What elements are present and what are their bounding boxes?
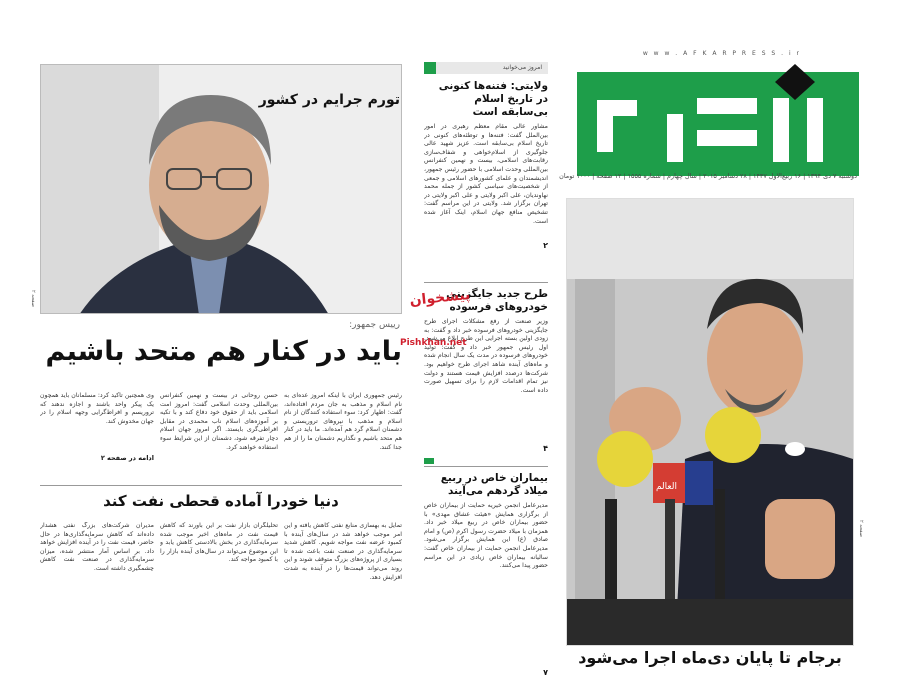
press-conference-photo	[566, 199, 853, 646]
mid-story-2-page[interactable]: ۴	[543, 444, 548, 453]
dateline: دوشنبه ۷ دی ۱۳۹۴ | ۱۶ ربیع‌الاول ۱۴۳۷ | ۲۸ دسامبر ۲۰۱۵ | سال چهارم | شماره ۱۵۵۵ | ۱۲ صفحه | ۱۰۰۰ تومان	[559, 172, 857, 180]
second-story-col-2: تحلیلگران بازار نفت بر این باورند که کاهش قیمت نفت در ماه‌های اخیر موجب شده سرمایه‌گذاری در بخش بالادستی کاهش یابد و این موضوع می‌تواند در سال‌های آینده بازار را با کمبود مواجه کند.	[160, 522, 278, 564]
pishkhan-watermark: پیشخوان	[408, 286, 472, 310]
mid-story-1-body: مشاور عالی مقام معظم رهبری در امور بین‌الملل گفت: فتنه‌ها و توطئه‌های کنونی در تاریخ اسلام بی‌سابقه است. عزیز شهید عالی جلوگیری از اسلام‌خواهی و شفاف‌سازی رقابت‌های اسلامی، بیست و نهمین کنفرانس بین‌المللی وحدت اسلامی با حضور رئیس جمهور، اندیشمندان و علمای کشورهای اسلامی و جمعی از شخصیت‌های سیاسی کشور از جمله محمد نهاوندیان، علی اکبر ولایتی و علی اکبر ولایتی در تهران برگزار شد. ولایتی در این مراسم گفت: تشخیص منافع جهان اسلام، اینک آغاز شده است.	[424, 123, 548, 225]
section-divider	[40, 485, 402, 486]
middle-column	[424, 62, 548, 690]
mid-story-3-page[interactable]: ۷	[543, 668, 548, 677]
photo-left-credit: صفحه ۲	[30, 290, 36, 307]
green-arrow-icon	[424, 62, 436, 74]
main-story-col-3: وی همچنین تاکید کرد: مسلمانان باید همچون یک پیکر واحد باشند و اجازه ندهند که تروریسم و افراط‌گرایی وجهه اسلام را در جهان مخدوش کند.	[40, 392, 154, 425]
masthead	[561, 44, 861, 194]
photo-left-caption[interactable]: تورم جرایم در کشور	[258, 92, 400, 108]
main-story-col-2: حسن روحانی در بیست و نهمین کنفرانس بین‌المللی وحدت اسلامی گفت: امروز امت اسلامی باید از حقوق خود دفاع کند و با تکیه بر آموزه‌های اسلام ناب محمدی در مقابل افراطی‌گری بایستد. اگر امروز جهان اسلام دچار تفرقه شود، دشمنان از این شرایط سوء استفاده خواهند کرد.	[160, 392, 278, 451]
mid-story-3[interactable]	[424, 472, 548, 677]
main-story-kicker: رییس جمهور:	[349, 320, 400, 330]
mid-story-3-body: مدیرعامل انجمن خیریه حمایت از بیماران خاص از برگزاری همایش «هیئت عشاق مهدی» با حضور بیماران خاص در ربیع میلاد خبر داد. همزمان با میلاد حضرت رسول اکرم (ص) و امام صادق (ع) این همایش برگزار می‌شود. مدیرعامل انجمن حمایت از بیماران خاص گفت: سالیانه بیماران خاص زیادی در این مراسم حضور پیدا می‌کنند.	[424, 502, 548, 570]
mic-label-alalam: العالم	[655, 482, 677, 492]
photo-right-caption[interactable]: برجام تا پایان دی‌ماه اجرا می‌شود	[578, 648, 842, 667]
second-story-col-3: مدیران شرکت‌های بزرگ نفتی هشدار داده‌اند که کاهش سرمایه‌گذاری‌ها در حال حاضر، قیمت نفت را در آینده افزایش خواهد داد. بر اساس آمار منتشر شده، میزان سرمایه‌گذاری در صنعت نفت کاهش چشمگیری داشته است.	[40, 522, 154, 572]
mid-story-3-headline[interactable]: بیماران خاص در ربیع میلاد گردهم می‌آیند	[440, 472, 548, 497]
today-reads-tag	[424, 62, 548, 74]
pishkhan-watermark-url: Pishkhan.net	[400, 338, 467, 348]
main-story-continue[interactable]: ادامه در صفحه ۲	[100, 454, 154, 462]
main-story-headline[interactable]: باید در کنار هم متحد باشیم	[45, 336, 402, 367]
mid-divider-2	[424, 466, 548, 467]
site-url: w w w . A F K A R P R E S S . i r	[642, 50, 801, 57]
mid-story-2-body: وزیر صنعت از رفع مشکلات اجرای طرح جایگزینی خودروهای فرسوده خبر داد و گفت: به زودی اولین بسته اجرایی این طرح ابلاغ می‌شود. اول رئیس جمهور خبر داد و گفت: تولید خودروهای فرسوده در مدت یک سال انجام شده و ماه‌های آینده شاهد اجرای طرح خواهیم بود. شرکت‌ها درصدد افزایش قیمت هستند و دولت نیز تمام اقدامات لازم را برای تسهیل صورت داده است.	[424, 318, 548, 394]
mid-story-2[interactable]	[424, 288, 548, 453]
second-story-col-1: تمایل به بهسازی منابع نفتی کاهش یافته و این امر موجب خواهد شد در سال‌های آینده با کمبود عرضه نفت مواجه شویم. کاهش شدید سرمایه‌گذاری در صنعت نفت باعث شده تا بسیاری از پروژه‌های بزرگ متوقف شوند و این روند می‌تواند قیمت‌ها را در آینده به شدت افزایش دهد.	[284, 522, 402, 581]
second-story-headline[interactable]: دنیا خودرا آماده قحطی نفت کند	[103, 492, 339, 510]
mid-story-1-page[interactable]: ۲	[543, 241, 548, 250]
photo-right-credit: صفحه ۲	[858, 520, 864, 537]
afkar-logo	[567, 64, 859, 184]
today-reads-label: امروز می‌خوانید	[502, 64, 542, 71]
green-bar-icon	[424, 458, 434, 464]
lead-photo-right[interactable]	[566, 198, 854, 646]
mid-divider-1	[424, 282, 548, 283]
mid-story-1[interactable]	[424, 80, 548, 250]
mid-story-2-headline[interactable]: طرح جدید جایگزینی خودروهای فرسوده	[446, 288, 548, 313]
mid-story-1-headline[interactable]: ولایتی: فتنه‌ها کنونی در تاریخ اسلام بی‌سابقه است	[438, 80, 548, 118]
main-story-col-1: رئیس جمهوری ایران با اینکه امروز عده‌ای به نام اسلام و مذهب به جان مردم افتاده‌اند، گفت: اظهار کرد: سوء استفاده کنندگان از نام اسلام و مذهب با نیروهای تروریستی و دشمنان اسلام گرد هم آمده‌اند. ما باید در کنار هم متحد باشیم و نگذاریم دشمنان ما را از هم جدا کنند.	[284, 392, 402, 451]
